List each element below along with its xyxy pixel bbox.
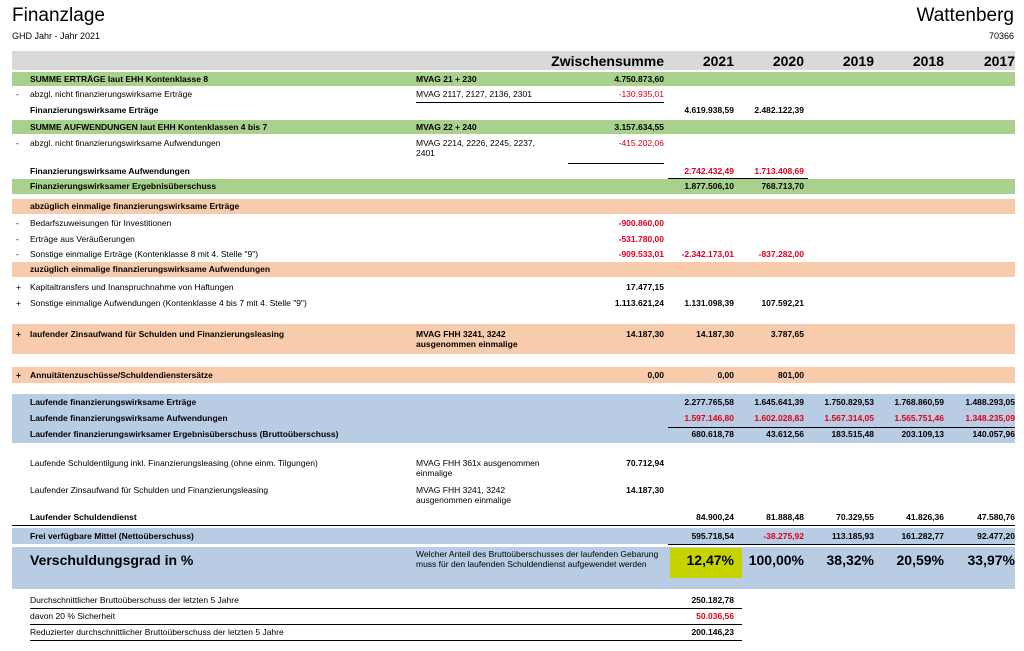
row-value-2019: 1.567.314,05 bbox=[824, 413, 874, 423]
row-value-2020: 768.713,70 bbox=[761, 181, 804, 191]
row-value-2019: 38,32% bbox=[826, 552, 874, 568]
row-label: Laufender Schuldendienst bbox=[30, 512, 137, 522]
row-label: Finanzierungswirksamer Ergebnisüberschuss bbox=[30, 181, 217, 191]
row-value-2020: 3.787,65 bbox=[770, 329, 804, 339]
row-value-2018: 41.826,36 bbox=[906, 512, 944, 522]
row-sign: + bbox=[16, 282, 21, 292]
row-label: Laufende finanzierungswirksame Erträge bbox=[30, 397, 197, 407]
table-row bbox=[12, 510, 1015, 524]
row-mvag: MVAG FHH 3241, 3242 ausgenommen einmalige bbox=[416, 329, 518, 350]
row-label: Reduzierter durchschnittlicher Bruttoüberschuss der letzten 5 Jahre bbox=[30, 627, 284, 637]
table-row bbox=[12, 625, 1015, 639]
row-sign: + bbox=[16, 329, 21, 339]
row-value-2020: -38.275,92 bbox=[763, 531, 804, 541]
table-row bbox=[12, 262, 1015, 277]
row-value-2021: 14.187,30 bbox=[696, 329, 734, 339]
row-zwischensumme: 1.113.621,24 bbox=[614, 298, 664, 308]
row-sign: - bbox=[16, 138, 19, 148]
row-sign: + bbox=[16, 370, 21, 380]
row-sign: - bbox=[16, 89, 19, 99]
table-row bbox=[12, 296, 1015, 310]
row-value-2021: 1.597.146,80 bbox=[684, 413, 734, 423]
row-zwischensumme: 3.157.634,55 bbox=[614, 122, 664, 132]
table-row bbox=[12, 483, 1015, 509]
row-zwischensumme: 17.477,15 bbox=[626, 282, 664, 292]
municipality-code: 70366 bbox=[988, 31, 1014, 41]
row-label: Erträge aus Veräußerungen bbox=[30, 234, 135, 244]
row-label: laufender Zinsaufwand für Schulden und Finanzierungsleasing bbox=[30, 329, 285, 339]
col-zwischensumme: Zwischensumme bbox=[551, 53, 664, 69]
row-label: Sonstige einmalige Erträge (Kontenklasse 8 mit 4. Stelle "9") bbox=[30, 249, 259, 259]
table-row bbox=[12, 593, 1015, 607]
row-label: Durchschnittlicher Bruttoüberschuss der letzten 5 Jahre bbox=[30, 595, 239, 605]
row-label: Laufender Zinsaufwand für Schulden und Finanzierungsleasing bbox=[30, 485, 269, 495]
row-label: Bedarfszuweisungen für Investitionen bbox=[30, 218, 172, 228]
row-mvag: MVAG 2117, 2127, 2136, 2301 bbox=[416, 89, 532, 99]
table-row bbox=[12, 280, 1015, 294]
row-zwischensumme: -909.533,01 bbox=[618, 249, 664, 259]
row-value-2021: 0,00 bbox=[717, 370, 734, 380]
row-zwischensumme: 4.750.873,60 bbox=[614, 74, 664, 84]
column-header-row bbox=[12, 51, 1015, 70]
row-mvag: MVAG FHH 361x ausgenommen einmalige bbox=[416, 458, 540, 479]
col-2019: 2019 bbox=[842, 53, 874, 69]
debt-ratio-label: Verschuldungsgrad in % bbox=[30, 552, 194, 568]
table-row bbox=[12, 216, 1015, 230]
row-label: SUMME ERTRÄGE laut EHH Kontenklasse 8 bbox=[30, 74, 209, 84]
table-row bbox=[12, 120, 1015, 134]
summary-block bbox=[12, 394, 1015, 443]
row-value-2021: 2.277.765,58 bbox=[684, 397, 734, 407]
row-value-2020: 43.612,56 bbox=[766, 429, 804, 439]
debt-ratio-row bbox=[12, 547, 1015, 589]
row-zwischensumme: -130.935,01 bbox=[618, 89, 664, 99]
municipality-name: Wattenberg bbox=[916, 5, 1014, 26]
row-value-2021: 84.900,24 bbox=[696, 512, 734, 522]
table-row bbox=[12, 72, 1015, 86]
table-row bbox=[12, 367, 1015, 383]
table-row bbox=[12, 232, 1015, 246]
page-subtitle: GHD Jahr - Jahr 2021 bbox=[12, 31, 101, 41]
row-value-2021: 250.182,78 bbox=[691, 595, 734, 605]
row-zwischensumme: 70.712,94 bbox=[626, 458, 664, 468]
row-sign: + bbox=[16, 298, 21, 308]
row-value-2017: 140.057,96 bbox=[972, 429, 1015, 439]
row-sign: - bbox=[16, 218, 19, 228]
row-value-2019: 1.750.829,53 bbox=[824, 397, 874, 407]
row-value-2018: 1.768.860,59 bbox=[894, 397, 944, 407]
table-row bbox=[12, 609, 1015, 623]
row-value-2020: 801,00 bbox=[778, 370, 804, 380]
row-value-2021: 4.619.938,59 bbox=[684, 105, 734, 115]
row-mvag: MVAG 2214, 2226, 2245, 2237, 2401 bbox=[416, 138, 535, 159]
row-value-2018: 203.109,13 bbox=[901, 429, 944, 439]
row-label: Sonstige einmalige Aufwendungen (Kontenklasse 4 bis 7 mit 4. Stelle "9") bbox=[30, 298, 307, 308]
row-zwischensumme: 14.187,30 bbox=[626, 329, 664, 339]
row-zwischensumme: -415.202,06 bbox=[618, 138, 664, 148]
row-label: Finanzierungswirksame Aufwendungen bbox=[30, 166, 190, 176]
table-row bbox=[12, 456, 1015, 482]
table-row bbox=[12, 528, 1015, 544]
debt-ratio-description: Welcher Anteil des Bruttoüberschusses der laufenden Gebarung muss für den laufenden Schuldendienst aufgewendet werden bbox=[416, 549, 659, 570]
row-label: abzgl. nicht finanzierungswirksame Erträge bbox=[30, 89, 193, 99]
row-zwischensumme: 14.187,30 bbox=[626, 485, 664, 495]
row-value-2021: 12,47% bbox=[686, 552, 734, 568]
row-value-2017: 92.477,20 bbox=[977, 531, 1015, 541]
row-zwischensumme: -900.860,00 bbox=[618, 218, 664, 228]
row-label: zuzüglich einmalige finanzierungswirksame Aufwendungen bbox=[30, 264, 271, 274]
row-value-2017: 47.580,76 bbox=[977, 512, 1015, 522]
row-value-2018: 20,59% bbox=[896, 552, 944, 568]
table-row bbox=[12, 103, 1015, 117]
row-value-2020: 107.592,21 bbox=[761, 298, 804, 308]
table-row bbox=[12, 199, 1015, 214]
col-2017: 2017 bbox=[983, 53, 1015, 69]
row-label: Kapitaltransfers und Inanspruchnahme von Haftungen bbox=[30, 282, 234, 292]
row-value-2020: 81.888,48 bbox=[766, 512, 804, 522]
table-row bbox=[12, 87, 1015, 101]
row-value-2021: 595.718,54 bbox=[691, 531, 734, 541]
row-label: Annuitätenzuschüsse/Schuldendienstersätze bbox=[30, 370, 213, 380]
col-2020: 2020 bbox=[772, 53, 804, 69]
row-value-2020: 1.713.408,69 bbox=[754, 166, 804, 176]
row-value-2018: 1.565.751,46 bbox=[894, 413, 944, 423]
row-value-2017: 1.348.235,09 bbox=[965, 413, 1015, 423]
row-value-2021: 1.131.098,39 bbox=[684, 298, 734, 308]
col-2021: 2021 bbox=[702, 53, 734, 69]
row-value-2020: 1.602.028,83 bbox=[754, 413, 804, 423]
row-value-2019: 113.185,93 bbox=[831, 531, 874, 541]
row-label: Finanzierungswirksame Erträge bbox=[30, 105, 159, 115]
row-value-2021: 2.742.432,49 bbox=[684, 166, 734, 176]
row-label: abzüglich einmalige finanzierungswirksame Erträge bbox=[30, 201, 240, 211]
row-zwischensumme: -531.780,00 bbox=[618, 234, 664, 244]
row-zwischensumme: 0,00 bbox=[647, 370, 664, 380]
table-row bbox=[12, 136, 1015, 162]
row-mvag: MVAG FHH 3241, 3242 ausgenommen einmalige bbox=[416, 485, 511, 506]
row-value-2021: 1.877.506,10 bbox=[684, 181, 734, 191]
row-value-2021: 50.036,56 bbox=[696, 611, 734, 621]
row-value-2020: 2.482.122,39 bbox=[754, 105, 804, 115]
row-value-2020: 100,00% bbox=[748, 552, 804, 568]
row-sign: - bbox=[16, 234, 19, 244]
row-value-2017: 33,97% bbox=[967, 552, 1015, 568]
row-label: Laufende finanzierungswirksame Aufwendungen bbox=[30, 413, 228, 423]
row-value-2020: -837.282,00 bbox=[758, 249, 804, 259]
col-2018: 2018 bbox=[912, 53, 944, 69]
row-sign: - bbox=[16, 249, 19, 259]
row-label: Frei verfügbare Mittel (Nettoüberschuss) bbox=[30, 531, 194, 541]
row-mvag: MVAG 22 + 240 bbox=[416, 122, 477, 132]
row-label: Laufender finanzierungswirksamer Ergebnisüberschuss (Bruttoüberschuss) bbox=[30, 429, 339, 439]
row-value-2017: 1.488.293,05 bbox=[965, 397, 1015, 407]
row-mvag: MVAG 21 + 230 bbox=[416, 74, 477, 84]
row-value-2018: 161.282,77 bbox=[901, 531, 944, 541]
row-value-2019: 70.329,55 bbox=[836, 512, 874, 522]
row-label: abzgl. nicht finanzierungswirksame Aufwendungen bbox=[30, 138, 221, 148]
page-title: Finanzlage bbox=[12, 5, 105, 26]
row-label: davon 20 % Sicherheit bbox=[30, 611, 116, 621]
row-value-2019: 183.515,48 bbox=[831, 429, 874, 439]
row-value-2021: 200.146,23 bbox=[691, 627, 734, 637]
table-row bbox=[12, 164, 1015, 178]
table-row bbox=[12, 324, 1015, 354]
row-value-2021: 680.618,78 bbox=[691, 429, 734, 439]
row-label: Laufende Schuldentilgung inkl. Finanzierungsleasing (ohne einm. Tilgungen) bbox=[30, 458, 318, 468]
row-value-2020: 1.645.641,39 bbox=[754, 397, 804, 407]
table-row bbox=[12, 247, 1015, 261]
row-label: SUMME AUFWENDUNGEN laut EHH Kontenklassen 4 bis 7 bbox=[30, 122, 268, 132]
row-value-2021: -2.342.173,01 bbox=[681, 249, 734, 259]
table-row bbox=[12, 179, 1015, 194]
